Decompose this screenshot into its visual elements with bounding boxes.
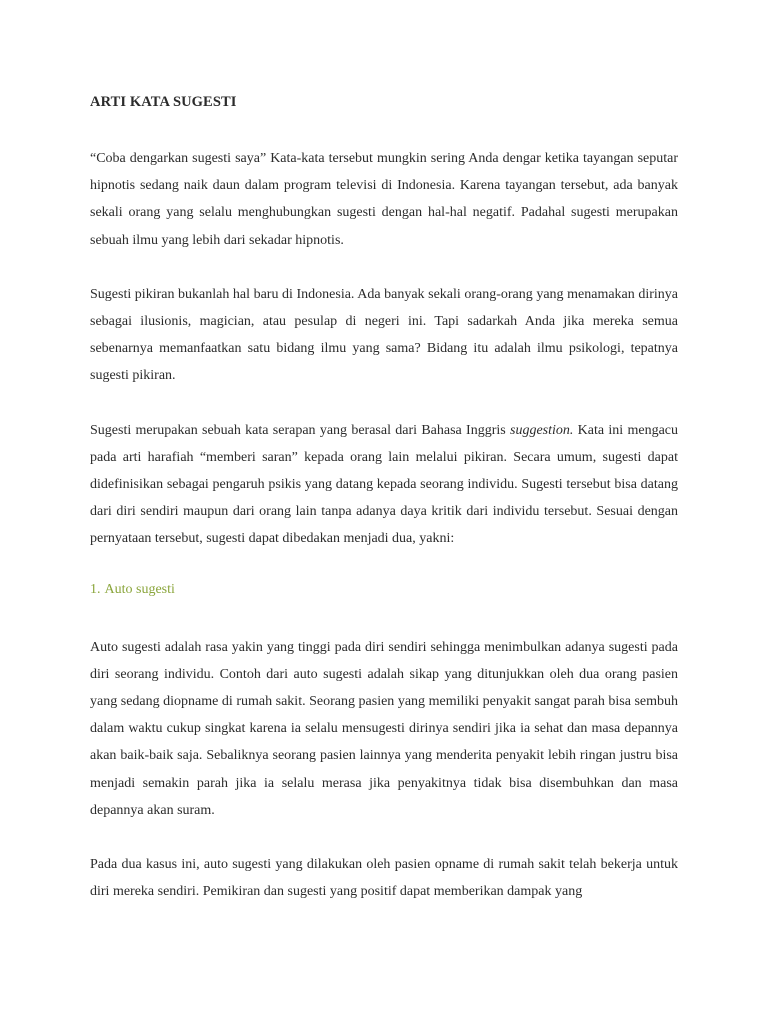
paragraph-two-cases: Pada dua kasus ini, auto sugesti yang dilakukan oleh pasien opname di rumah sakit telah bekerja untuk diri mereka sendiri. Pemikiran dan sugesti yang positif dapat memberikan dampak yang [90, 857, 678, 900]
paragraph-auto-sugesti: Auto sugesti adalah rasa yakin yang tinggi pada diri sendiri sehingga menimbulkan adanya sugesti pada diri seorang individu. Contoh dari auto sugesti adalah sikap yang ditunjukkan oleh dua orang pasien yang sedang diopname di rumah sakit. Seorang pasien yang memiliki penyakit sangat parah bisa sembuh dalam waktu cukup singkat karena ia selalu mensugesti dirinya sendiri jika ia sehat dan masa depannya akan baik-baik saja. Sebaliknya seorang pasien lainnya yang menderita penyakit lebih ringan justru bisa menjadi semakin parah jika ia selalu merasa jika penyakitnya tidak bisa disembuhkan dan masa depannya akan suram. [90, 639, 678, 818]
section-heading-auto-sugesti [90, 580, 678, 600]
section-heading-text: Auto sugesti [104, 581, 175, 597]
section-number: 1. [90, 581, 101, 597]
document-title: ARTI KATA SUGESTI [90, 94, 237, 110]
italic-term-suggestion: suggestion. [510, 422, 574, 438]
document-page [90, 92, 678, 905]
paragraph-definition [90, 417, 678, 553]
paragraph-sugesti-pikiran: Sugesti pikiran bukanlah hal baru di Indonesia. Ada banyak sekali orang-orang yang menamakan dirinya sebagai ilusionis, magician, atau pesulap di negeri ini. Tapi sadarkah Anda jika mereka semua sebenarnya memanfaatkan satu bidang ilmu yang sama? Bidang itu adalah ilmu psikologi, tepatnya sugesti pikiran. [90, 286, 678, 384]
paragraph-intro: “Coba dengarkan sugesti saya” Kata-kata tersebut mungkin sering Anda dengar ketika tayangan seputar hipnotis sedang naik daun dalam program televisi di Indonesia. Karena tayangan tersebut, ada banyak sekali orang yang selalu menghubungkan sugesti dengan hal-hal negatif. Padahal sugesti merupakan sebuah ilmu yang lebih dari sekadar hipnotis. [90, 151, 678, 248]
paragraph-definition-start: Sugesti merupakan sebuah kata serapan yang berasal dari Bahasa Inggris [90, 422, 510, 438]
paragraph-definition-rest: Kata ini mengacu pada arti harafiah “memberi saran” kepada orang lain melalui pikiran. Secara umum, sugesti dapat didefinisikan sebagai pengaruh psikis yang datang kepada seorang individu. Sugesti tersebut bisa datang dari diri sendiri maupun dari orang lain tanpa adanya daya kritik dari individu tersebut. Sesuai dengan pernyataan tersebut, sugesti dapat dibedakan menjadi dua, yakni: [90, 422, 679, 547]
